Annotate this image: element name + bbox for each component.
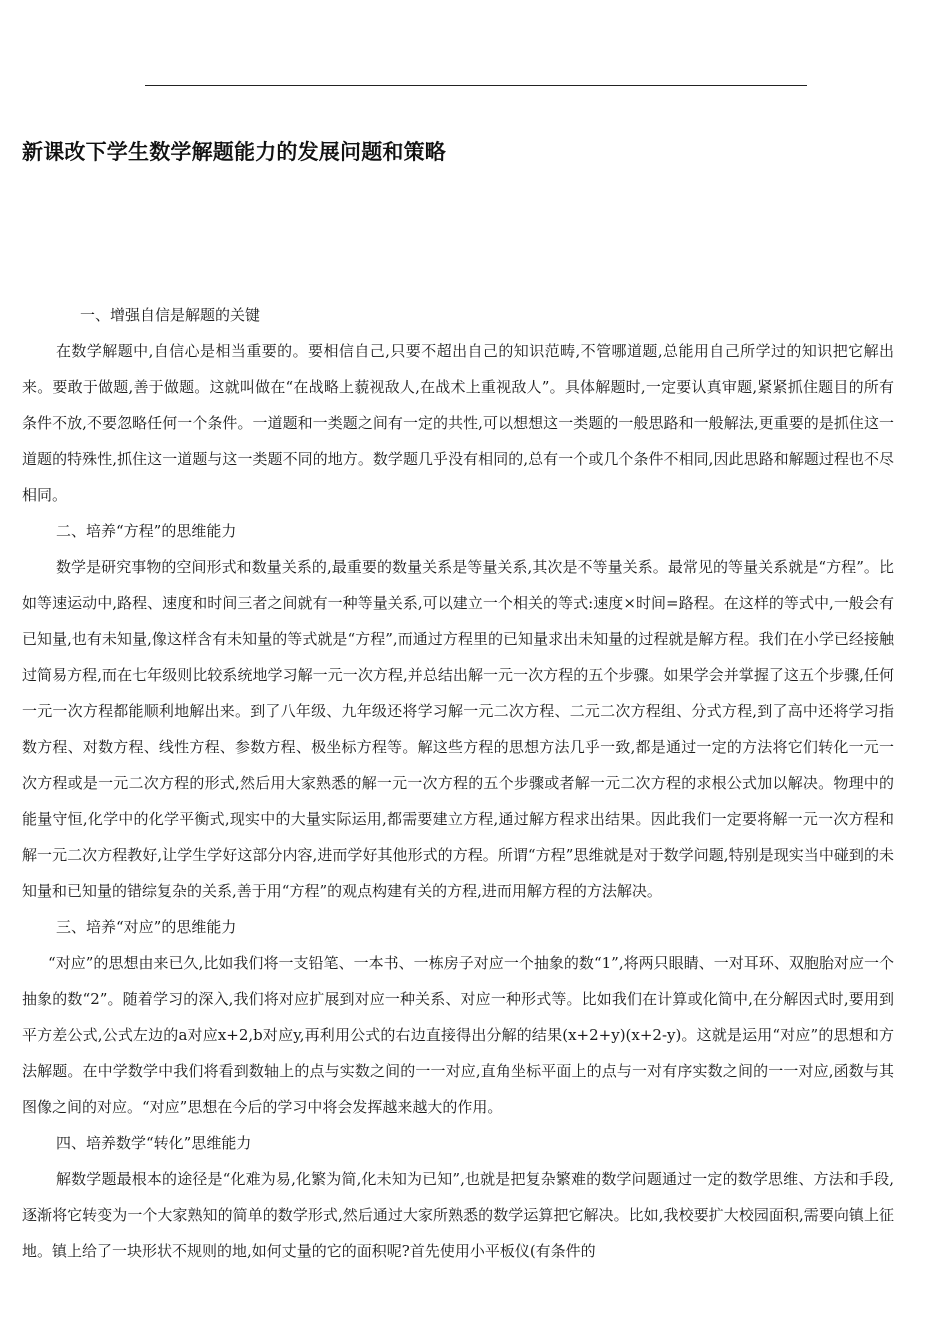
section-equation-thinking bbox=[22, 513, 894, 909]
section-paragraph: 数学是研究事物的空间形式和数量关系的,最重要的数量关系是等量关系,其次是不等量关系。最常见的等量关系就是“方程”。比如等速运动中,路程、速度和时间三者之间就有一种等量关系,可以建立一个相关的等式:速度×时间=路程。在这样的等式中,一般会有已知量,也有未知量,像这样含有未知量的等式就是“方程”,而通过方程里的已知量求出未知量的过程就是解方程。我们在小学已经接触过简易方程,而在七年级则比较系统地学习解一元一次方程,并总结出解一元一次方程的五个步骤。如果学会并掌握了这五个步骤,任何一元一次方程都能顺利地解出来。到了八年级、九年级还将学习解一元二次方程、二元二次方程组、分式方程,到了高中还将学习指数方程、对数方程、线性方程、参数方程、极坐标方程等。解这些方程的思想方法几乎一致,都是通过一定的方法将它们转化一元一次方程或是一元二次方程的形式,然后用大家熟悉的解一元一次方程的五个步骤或者解一元二次方程的求根公式加以解决。物理中的能量守恒,化学中的化学平衡式,现实中的大量实际运用,都需要建立方程,通过解方程求出结果。因此我们一定要将解一元一次方程和解一元二次方程教好,让学生学好这部分内容,进而学好其他形式的方程。所谓“方程”思维就是对于数学问题,特别是现实当中碰到的未知量和已知量的错综复杂的关系,善于用“方程”的观点构建有关的方程,进而用解方程的方法解决。 bbox=[22, 558, 894, 900]
section-heading: 二、培养“方程”的思维能力 bbox=[56, 522, 237, 540]
section-heading: 三、培养“对应”的思维能力 bbox=[56, 918, 237, 936]
section-paragraph: “对应”的思想由来已久,比如我们将一支铅笔、一本书、一栋房子对应一个抽象的数“1”,将两只眼睛、一对耳环、双胞胎对应一个抽象的数“2”。随着学习的深入,我们将对应扩展到对应一种关系、对应一种形式等。比如我们在计算或化简中,在分解因式时,要用到平方差公式,公式左边的a对应x+2,b对应y,再利用公式的右边直接得出分解的结果(x+2+y)(x+2-y)。这就是运用“对应”的思想和方法解题。在中学数学中我们将看到数轴上的点与实数之间的一一对应,直角坐标平面上的点与一对有序实数之间的一一对应,函数与其图像之间的对应。“对应”思想在今后的学习中将会发挥越来越大的作用。 bbox=[22, 954, 894, 1116]
section-paragraph: 解数学题最根本的途径是“化难为易,化繁为简,化未知为已知”,也就是把复杂繁难的数学问题通过一定的数学思维、方法和手段,逐渐将它转变为一个大家熟知的简单的数学形式,然后通过大家所熟悉的数学运算把它解决。比如,我校要扩大校园面积,需要向镇上征地。镇上给了一块形状不规则的地,如何丈量的它的面积呢?首先使用小平板仪(有条件的 bbox=[22, 1170, 894, 1260]
section-heading: 四、培养数学“转化”思维能力 bbox=[56, 1134, 252, 1152]
document-body bbox=[22, 297, 894, 1269]
document-title: 新课改下学生数学解题能力的发展问题和策略 bbox=[22, 140, 446, 164]
section-correspondence-thinking bbox=[22, 909, 894, 1125]
section-heading: 一、增强自信是解题的关键 bbox=[80, 306, 261, 324]
section-transformation-thinking bbox=[22, 1125, 894, 1269]
section-confidence bbox=[22, 297, 894, 513]
header-rule bbox=[145, 85, 807, 86]
section-paragraph: 在数学解题中,自信心是相当重要的。要相信自己,只要不超出自己的知识范畴,不管哪道题,总能用自己所学过的知识把它解出来。要敢于做题,善于做题。这就叫做在“在战略上藐视敌人,在战术上重视敌人”。具体解题时,一定要认真审题,紧紧抓住题目的所有条件不放,不要忽略任何一个条件。一道题和一类题之间有一定的共性,可以想想这一类题的一般思路和一般解法,更重要的是抓住这一道题的特殊性,抓住这一道题与这一类题不同的地方。数学题几乎没有相同的,总有一个或几个条件不相同,因此思路和解题过程也不尽相同。 bbox=[22, 342, 894, 504]
